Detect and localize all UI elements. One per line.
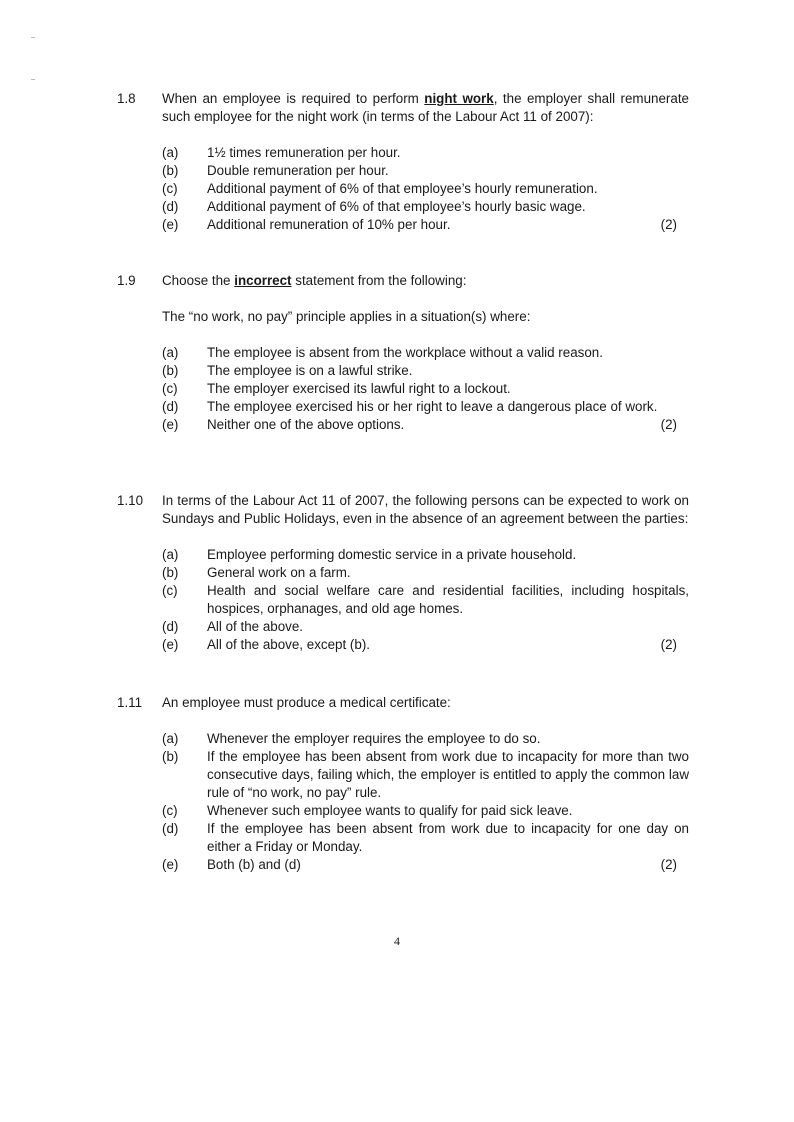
- options-list: [162, 144, 689, 234]
- question-1-8: [117, 90, 689, 234]
- emphasis-text: incorrect: [234, 273, 292, 288]
- question-number: 1.10: [117, 493, 144, 508]
- question-number: 1.9: [117, 273, 136, 288]
- marks-label: (2): [660, 417, 677, 432]
- option: (c) Whenever such employee wants to qualify for paid sick leave.: [162, 803, 573, 818]
- options-list: [162, 730, 689, 874]
- question-1-11: [117, 694, 689, 874]
- option: (a) Whenever the employer requires the employee to do so.: [162, 731, 541, 746]
- question-stem: When an employee is required to perform night work, the employer shall remunerate such employee for the night work (in terms of the Labour Act 11 of 2007):: [162, 91, 689, 124]
- option: (b) Double remuneration per hour.: [162, 163, 389, 178]
- option: (c) The employer exercised its lawful right to a lockout.: [162, 381, 511, 396]
- option: (a) Employee performing domestic service in a private household.: [162, 547, 577, 562]
- option: (d) If the employee has been absent from work due to incapacity for one day on either a Friday or Monday.: [162, 821, 689, 854]
- option: (b) The employee is on a lawful strike.: [162, 363, 413, 378]
- option: (c) Health and social welfare care and residential facilities, including hospitals, hospices, orphanages, and old age homes.: [162, 583, 689, 616]
- option: (c) Additional payment of 6% of that employee’s hourly remuneration.: [162, 181, 598, 196]
- question-subtext: The “no work, no pay” principle applies in a situation(s) where:: [162, 309, 531, 324]
- option: (b) If the employee has been absent from work due to incapacity for more than two consecutive days, failing which, the employer is entitled to apply the common law rule of “no work, no pay” rule.: [162, 749, 689, 800]
- marks-label: (2): [660, 637, 677, 652]
- question-number: 1.11: [117, 695, 143, 710]
- page-number: 4: [394, 934, 400, 948]
- question-1-10: [117, 492, 689, 654]
- options-list: [162, 344, 689, 434]
- option: (d) The employee exercised his or her right to leave a dangerous place of work.: [162, 399, 658, 414]
- option: (e) Both (b) and (d) (2): [162, 857, 677, 872]
- option: (a) 1½ times remuneration per hour.: [162, 145, 401, 160]
- scan-mark: [31, 37, 35, 38]
- scan-mark: [31, 79, 35, 80]
- question-number: 1.8: [117, 91, 136, 106]
- option: (d) All of the above.: [162, 619, 304, 634]
- option: (b) General work on a farm.: [162, 565, 351, 580]
- question-1-9: [117, 272, 689, 434]
- option: (e) Neither one of the above options. (2): [162, 417, 677, 432]
- question-stem: An employee must produce a medical certificate:: [162, 695, 451, 710]
- marks-label: (2): [660, 217, 677, 232]
- question-stem: In terms of the Labour Act 11 of 2007, the following persons can be expected to work on Sundays and Public Holidays, even in the absence of an agreement between the parties:: [162, 493, 689, 526]
- option: (d) Additional payment of 6% of that employee’s hourly basic wage.: [162, 199, 586, 214]
- option: (e) Additional remuneration of 10% per hour. (2): [162, 217, 677, 232]
- emphasis-text: night work: [424, 91, 494, 106]
- options-list: [162, 546, 689, 654]
- option: (a) The employee is absent from the workplace without a valid reason.: [162, 345, 603, 360]
- question-stem: Choose the incorrect statement from the following:: [162, 273, 467, 288]
- option: (e) All of the above, except (b). (2): [162, 637, 677, 652]
- marks-label: (2): [660, 857, 677, 872]
